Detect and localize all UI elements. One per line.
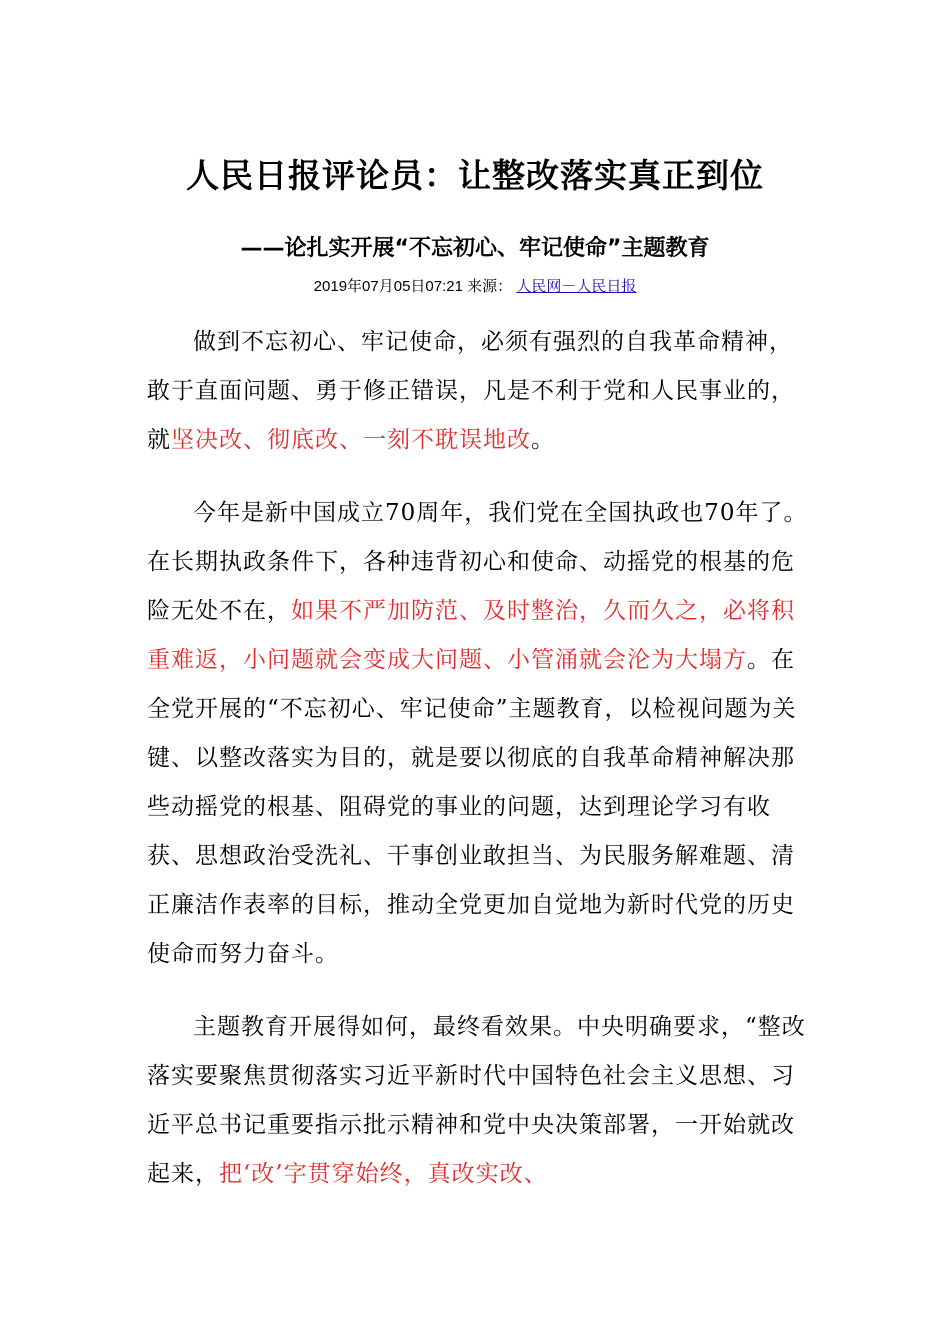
paragraph-2-end: 。在全党开展的“不忘初心、牢记使命”主题教育，以检视问题为关键、以整改落实为目的，就是要以彻底的自我革命精神解决那些动摇党的根基、阻碍党的事业的问题，达到理论学习有收获、思想政治受洗礼、干事创业敢担当、为民服务解难题、清正廉洁作表率的目标，推动全党更加自觉地为新时代党的历史使命而努力奋斗。 [147, 647, 797, 967]
source-label: 来源： [467, 278, 513, 295]
paragraph-1-end: 。 [531, 427, 555, 453]
article-body [147, 318, 812, 1223]
publish-date: 2019年07月05日07:21 [313, 278, 463, 295]
article-title: 人民日报评论员：让整改落实真正到位 [186, 156, 764, 195]
paragraph-1-text: 做到不忘初心、牢记使命，必须有强烈的自我革命精神，敢于直面问题、勇于修正错误，凡是不利于党和人民事业的，就 [147, 329, 795, 453]
article-meta [0, 275, 950, 296]
paragraph-2 [147, 489, 812, 979]
source-link[interactable]: 人民网－人民日报 [516, 278, 637, 295]
paragraph-2-highlight: 如果不严加防范、及时整治，久而久之，必将积重难返，小问题就会变成大问题、小管涌就会沦为大塌方 [147, 598, 795, 673]
article-subtitle: ——论扎实开展“不忘初心、牢记使命”主题教育 [240, 236, 710, 261]
paragraph-3 [147, 1003, 812, 1199]
paragraph-2-text: 今年是新中国成立70周年，我们党在全国执政也70年了。在长期执政条件下，各种违背初心和使命、动摇党的根基的危险无处不在， [147, 500, 808, 624]
paragraph-3-text: 主题教育开展得如何，最终看效果。中央明确要求，“整改落实要聚焦贯彻落实习近平新时代中国特色社会主义思想、习近平总书记重要指示批示精神和党中央决策部署，一开始就改起来， [147, 1014, 806, 1187]
paragraph-3-highlight: 把‘改’字贯穿始终，真改实改、 [219, 1161, 548, 1187]
paragraph-1 [147, 318, 812, 465]
paragraph-1-highlight: 坚决改、彻底改、一刻不耽误地改 [171, 427, 531, 453]
